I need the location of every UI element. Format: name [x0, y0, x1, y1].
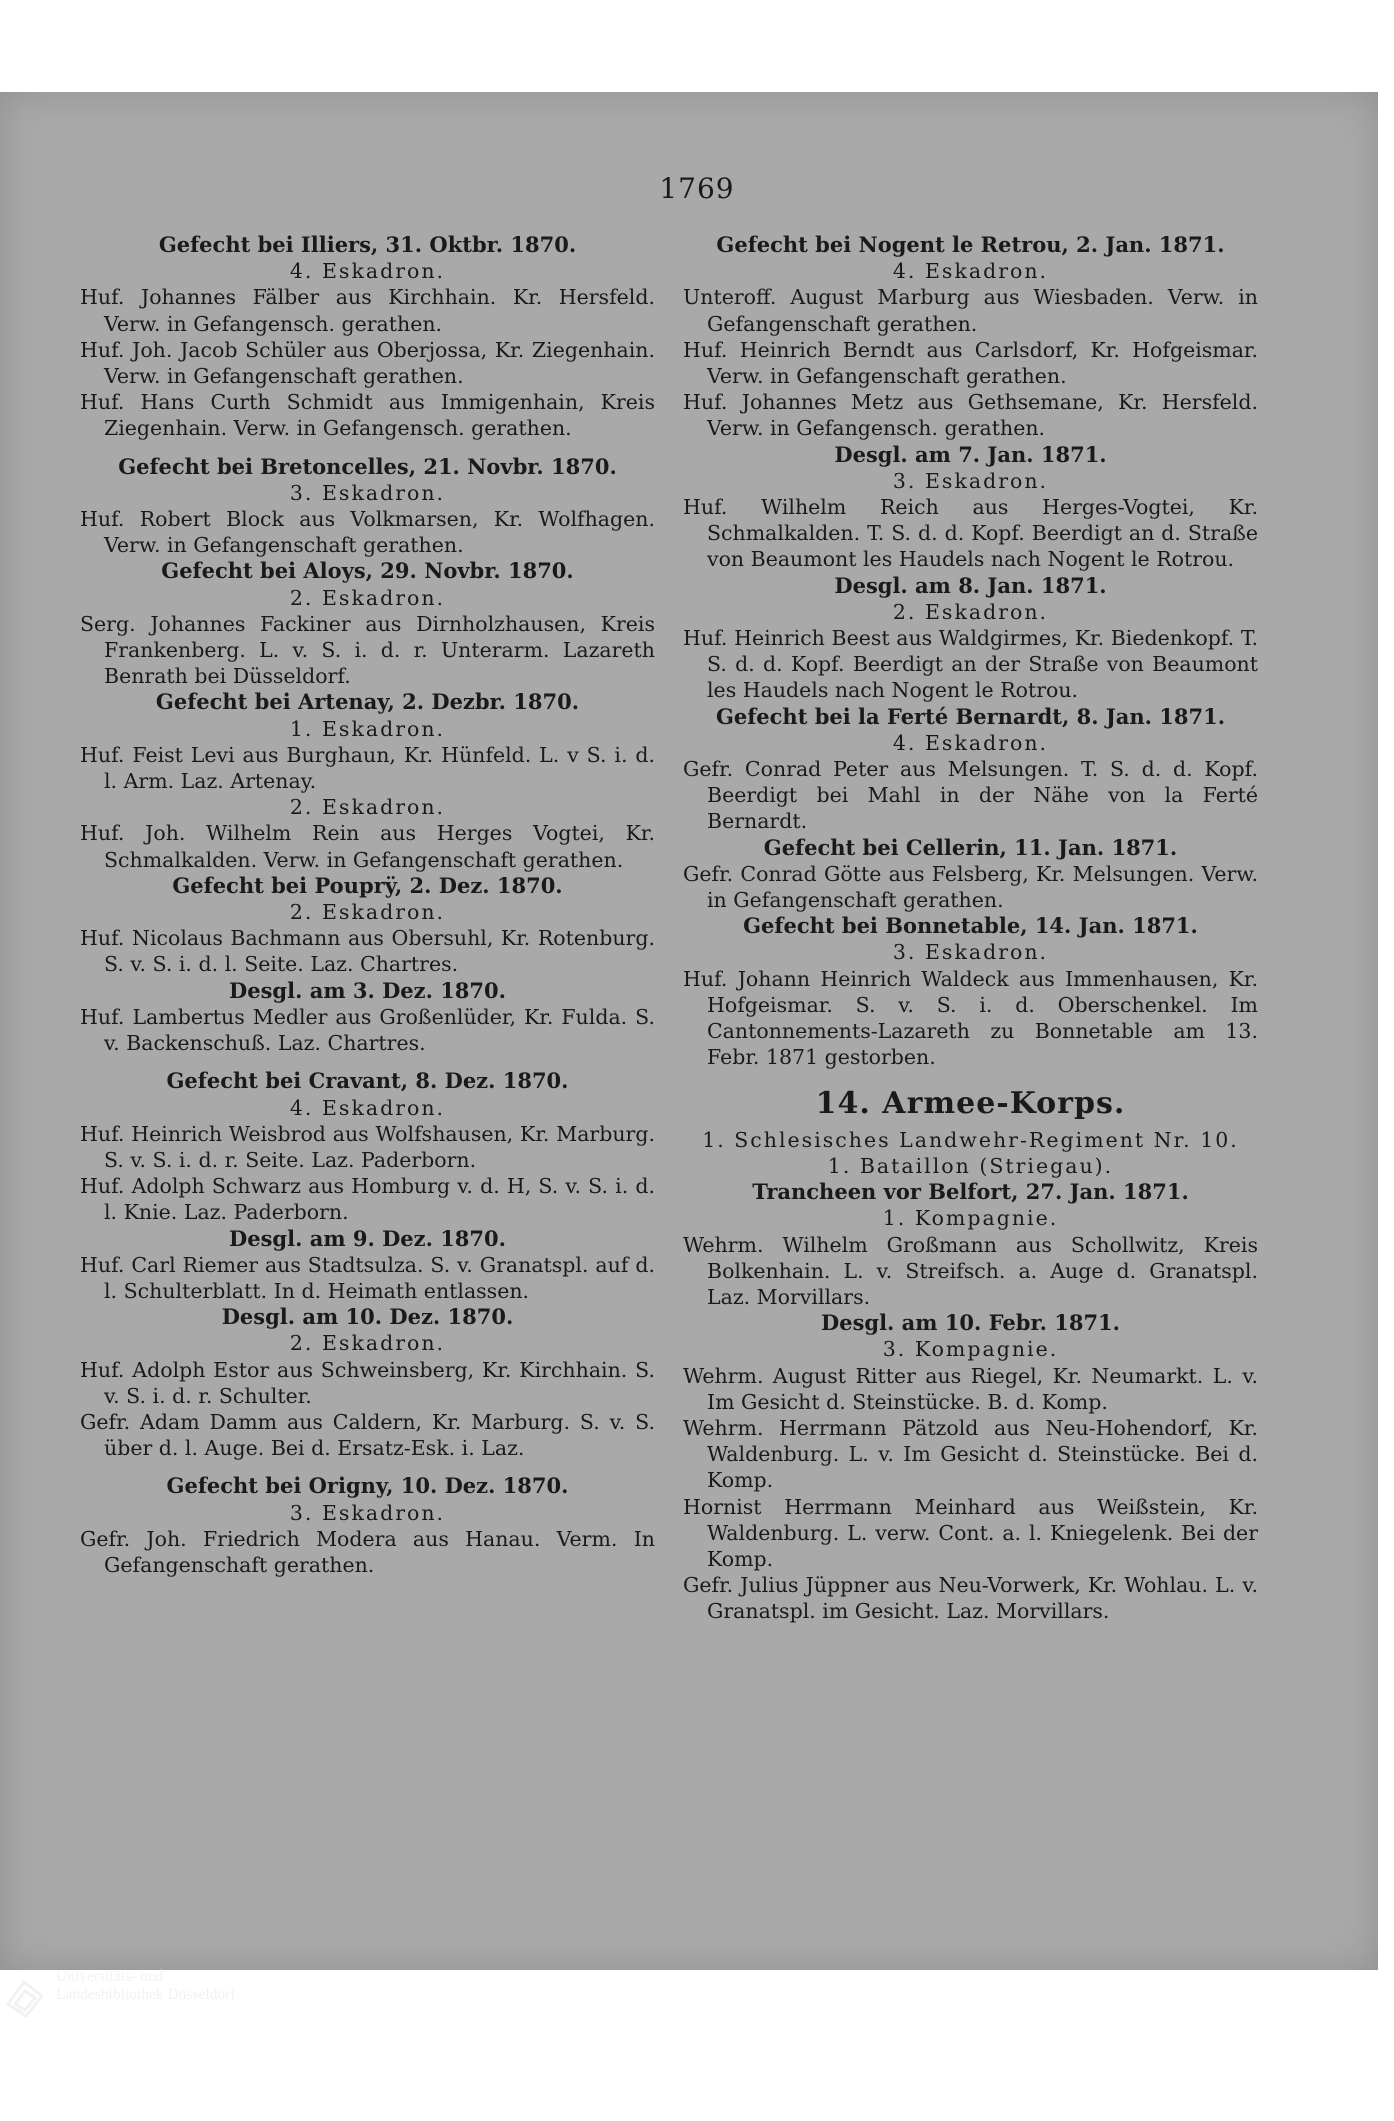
section-heading: Gefecht bei Bretoncelles, 21. Novbr. 1870.: [118, 453, 617, 479]
section-heading: Desgl. am 7. Jan. 1871.: [834, 441, 1107, 467]
section-heading: Gefecht bei Pouprÿ, 2. Dez. 1870.: [172, 872, 563, 898]
section-heading: Desgl. am 9. Dez. 1870.: [229, 1225, 506, 1251]
casualty-entry: Huf. Hans Curth Schmidt aus Immigenhain, Kreis Ziegenhain. Verw. in Gefangensch. gerathen.: [80, 390, 655, 441]
unit-subheading: 3. Eskadron.: [892, 940, 1049, 965]
unit-subheading: 2. Eskadron.: [289, 1331, 446, 1356]
section-heading: Gefecht bei Cellerin, 11. Jan. 1871.: [763, 834, 1178, 860]
library-name-line-2: Landesbibliothek Düsseldorf: [56, 1986, 236, 2003]
unit-subheading: 1. Schlesisches Landwehr-Regiment Nr. 10.: [702, 1127, 1239, 1152]
casualty-entry: Huf. Joh. Jacob Schüler aus Oberjossa, Kr. Ziegenhain. Verw. in Gefangenschaft gerathen.: [80, 337, 655, 389]
casualty-entry: Huf. Adolph Estor aus Schweinsberg, Kr. Kirchhain. S. v. S. i. d. r. Schulter.: [80, 1357, 655, 1408]
casualty-entry: Huf. Johannes Metz aus Gethsemane, Kr. Hersfeld. Verw. in Gefangensch. gerathen.: [683, 390, 1258, 441]
casualty-entry: Huf. Robert Block aus Volkmarsen, Kr. Wolfhagen. Verw. in Gefangenschaft gerathen.: [80, 507, 655, 558]
right-column: [683, 232, 1258, 1625]
section-heading: Desgl. am 8. Jan. 1871.: [834, 572, 1107, 598]
unit-subheading: 3. Eskadron.: [892, 468, 1049, 493]
casualty-entry: Serg. Johannes Fackiner aus Dirnholzhausen, Kreis Frankenberg. L. v. S. i. d. r. Unterarm. Lazareth Benrath bei Düsseldorf.: [80, 611, 655, 689]
unit-subheading: 1. Kompagnie.: [882, 1206, 1059, 1231]
unit-subheading: 2. Eskadron.: [289, 585, 446, 610]
section-heading: Desgl. am 10. Febr. 1871.: [821, 1310, 1120, 1336]
section-heading: Gefecht bei Illiers, 31. Oktbr. 1870.: [158, 232, 577, 257]
casualty-entry: Gefr. Julius Jüppner aus Neu-Vorwerk, Kr. Wohlau. L. v. Granatspl. im Gesicht. Laz. Morvillars.: [683, 1573, 1258, 1624]
spacer: [80, 442, 655, 454]
casualty-entry: Huf. Wilhelm Reich aus Herges-Vogtei, Kr. Schmalkalden. T. S. d. d. Kopf. Beerdigt an d. Straße von Beaumont les Haudels nach Nogent le Rotrou.: [683, 495, 1258, 572]
section-heading: Gefecht bei Nogent le Retrou, 2. Jan. 1871.: [716, 232, 1225, 257]
corps-heading: 14. Armee-Korps.: [815, 1085, 1126, 1121]
section-heading: Gefecht bei Artenay, 2. Dezbr. 1870.: [155, 689, 580, 715]
section-heading: Gefecht bei Bonnetable, 14. Jan. 1871.: [743, 913, 1198, 939]
casualty-entry: Huf. Joh. Wilhelm Rein aus Herges Vogtei, Kr. Schmalkalden. Verw. in Gefangenschaft gerathen.: [80, 821, 655, 872]
unit-subheading: 2. Eskadron.: [289, 900, 446, 925]
section-heading: Trancheen vor Belfort, 27. Jan. 1871.: [752, 1179, 1189, 1205]
casualty-entry: Gefr. Conrad Peter aus Melsungen. T. S. d. d. Kopf. Beerdigt bei Mahl in der Nähe von la Ferté Bernardt.: [683, 757, 1258, 834]
section-heading: Gefecht bei la Ferté Bernardt, 8. Jan. 1871.: [715, 703, 1226, 729]
casualty-entry: Wehrm. Wilhelm Großmann aus Schollwitz, Kreis Bolkenhain. L. v. Streifsch. a. Auge d. Granatspl. Laz. Morvillars.: [683, 1232, 1258, 1309]
casualty-entry: Gefr. Adam Damm aus Caldern, Kr. Marburg. S. v. S. über d. l. Auge. Bei d. Ersatz-Esk. i. Laz.: [80, 1409, 655, 1461]
casualty-entry: Huf. Heinrich Beest aus Waldgirmes, Kr. Biedenkopf. T. S. d. d. Kopf. Beerdigt an der Straße von Beaumont les Haudels nach Nogent le Rotrou.: [683, 626, 1258, 703]
unit-subheading: 1. Bataillon (Striegau).: [827, 1153, 1114, 1178]
unit-subheading: 4. Eskadron.: [289, 259, 446, 284]
casualty-entry: Huf. Heinrich Berndt aus Carlsdorf, Kr. Hofgeismar. Verw. in Gefangenschaft gerathen.: [683, 337, 1258, 389]
casualty-entry: Huf. Adolph Schwarz aus Homburg v. d. H, S. v. S. i. d. l. Knie. Laz. Paderborn.: [80, 1174, 655, 1225]
unit-subheading: 1. Eskadron.: [289, 716, 446, 741]
casualty-entry: Hornist Herrmann Meinhard aus Weißstein, Kr. Waldenburg. L. verw. Cont. a. l. Kniegelenk. Bei der Komp.: [683, 1494, 1258, 1571]
casualty-entry: Gefr. Conrad Götte aus Felsberg, Kr. Melsungen. Verw. in Gefangenschaft gerathen.: [683, 861, 1258, 913]
unit-subheading: 4. Eskadron.: [892, 730, 1049, 755]
casualty-entry: Huf. Johann Heinrich Waldeck aus Immenhausen, Kr. Hofgeismar. S. v. S. i. d. Oberschenkel. Im Cantonnements-Lazareth zu Bonnetable am 13. Febr. 1871 gestorben.: [683, 966, 1258, 1070]
section-heading: Gefecht bei Aloys, 29. Novbr. 1870.: [161, 558, 574, 584]
spacer: [80, 1056, 655, 1068]
unit-subheading: 4. Eskadron.: [289, 1095, 446, 1120]
casualty-entry: Huf. Heinrich Weisbrod aus Wolfshausen, Kr. Marburg. S. v. S. i. d. r. Seite. Laz. Paderborn.: [80, 1121, 655, 1172]
casualty-entry: Huf. Feist Levi aus Burghaun, Kr. Hünfeld. L. v S. i. d. l. Arm. Laz. Artenay.: [80, 742, 655, 794]
unit-subheading: 4. Eskadron.: [892, 259, 1049, 284]
section-heading: Gefecht bei Origny, 10. Dez. 1870.: [166, 1473, 569, 1499]
page-number: 1769: [659, 172, 735, 205]
casualty-entry: Wehrm. Herrmann Pätzold aus Neu-Hohendorf, Kr. Waldenburg. L. v. Im Gesicht d. Steinstücke. Bei d. Komp.: [683, 1415, 1258, 1493]
left-column: [80, 232, 655, 1578]
unit-subheading: 3. Eskadron.: [289, 480, 446, 505]
casualty-entry: Huf. Nicolaus Bachmann aus Obersuhl, Kr. Rotenburg. S. v. S. i. d. l. Seite. Laz. Chartres.: [80, 926, 655, 977]
casualty-entry: Unteroff. August Marburg aus Wiesbaden. Verw. in Gefangenschaft gerathen.: [683, 285, 1258, 336]
section-heading: Desgl. am 10. Dez. 1870.: [221, 1304, 514, 1330]
unit-subheading: 2. Eskadron.: [289, 795, 446, 820]
library-name-line-1: Universitäts- und: [56, 1968, 164, 1985]
spacer: [80, 1461, 655, 1473]
casualty-entry: Wehrm. August Ritter aus Riegel, Kr. Neumarkt. L. v. Im Gesicht d. Steinstücke. B. d. Komp.: [683, 1363, 1258, 1414]
casualty-entry: Gefr. Joh. Friedrich Modera aus Hanau. Verm. In Gefangenschaft gerathen.: [80, 1526, 655, 1577]
casualty-entry: Huf. Carl Riemer aus Stadtsulza. S. v. Granatspl. auf d. l. Schulterblatt. In d. Heimath entlassen.: [80, 1252, 655, 1303]
casualty-entry: Huf. Lambertus Medler aus Großenlüder, Kr. Fulda. S. v. Backenschuß. Laz. Chartres.: [80, 1004, 655, 1056]
spacer: [683, 1071, 1258, 1083]
library-logo-icon: [2, 1974, 48, 2020]
casualty-entry: Huf. Johannes Fälber aus Kirchhain. Kr. Hersfeld. Verw. in Gefangensch. gerathen.: [80, 285, 655, 336]
unit-subheading: 3. Eskadron.: [289, 1500, 446, 1525]
unit-subheading: 2. Eskadron.: [892, 599, 1049, 624]
library-watermark: [0, 1966, 300, 2022]
section-heading: Desgl. am 3. Dez. 1870.: [229, 977, 506, 1003]
unit-subheading: 3. Kompagnie.: [882, 1337, 1059, 1362]
section-heading: Gefecht bei Cravant, 8. Dez. 1870.: [166, 1068, 569, 1094]
